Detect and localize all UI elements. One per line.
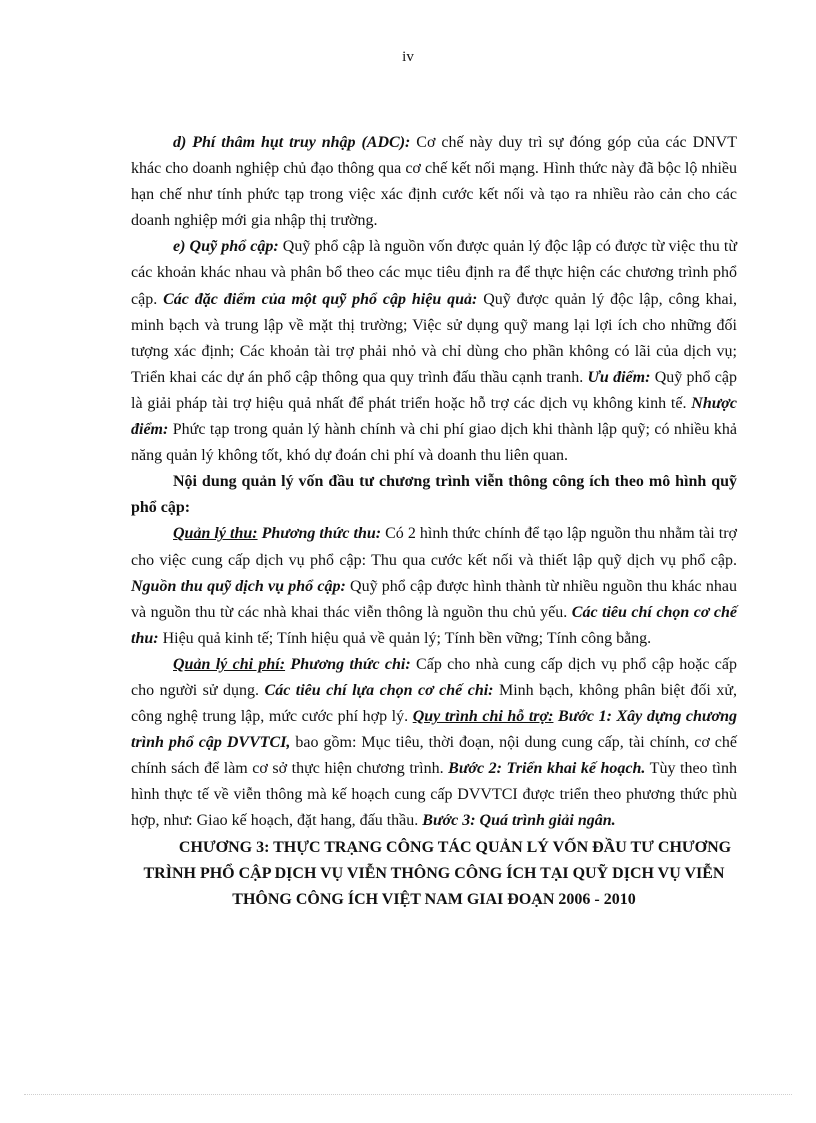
expense-step1-label: Bước 1: Xây dựng chương trình phổ cập DVVTCI,: [131, 708, 737, 752]
fund-features-label: Các đặc điểm của một quỹ phổ cập hiệu quả:: [163, 290, 478, 308]
section-heading: Nội dung quản lý vốn đầu tư chương trình viễn thông công ích theo mô hình quỹ phổ cập:: [131, 473, 737, 517]
expense-label: Quản lý chi phí:: [173, 655, 286, 673]
page-number: iv: [402, 49, 414, 65]
expense-method-label: Phương thức chi:: [285, 655, 411, 673]
fund-pros-label: Ưu điểm:: [587, 368, 651, 386]
revenue-text-3: Hiệu quả kinh tế; Tính hiệu quả về quản lý; Tính bền vững; Tính công bằng.: [158, 629, 652, 647]
expense-step3-label: Bước 3: Quá trình giải ngân.: [422, 812, 616, 830]
expense-text-3: bao gồm: Mục tiêu, thời đoạn, nội dung cung cấp, tài chính, cơ chế chính sách để làm cơ sở thực hiện chương trình.: [131, 734, 738, 778]
revenue-text-1: Có 2 hình thức chính để tạo lập nguồn thu nhằm tài trợ cho việc cung cấp dịch vụ phổ cập: Thu qua cước kết nối và thiết lập quỹ dịch vụ phổ cập.: [131, 525, 738, 569]
revenue-source-label: Nguồn thu quỹ dịch vụ phổ cập:: [131, 577, 346, 595]
fund-text-3: Quỹ phổ cập là giải pháp tài trợ hiệu quả nhất để phát triển hoặc hỗ trợ các dịch vụ không kinh tế.: [131, 368, 738, 412]
fund-text-1: Quỹ phổ cập là nguồn vốn được quản lý độc lập có được từ việc thu từ các khoản khác nhau và phân bổ theo các mục tiêu định ra để thực hiện các chương trình phổ cập.: [131, 238, 737, 308]
revenue-text-2: Quỹ phổ cập được hình thành từ nhiều nguồn thu khác nhau và nguồn thu từ các nhà khai thác viễn thông là nguồn thu chủ yếu.: [131, 577, 737, 621]
expense-text-4: Tùy theo tình hình thực tế về viễn thông mà kế hoạch cung cấp DVVTCI được triển theo phương thức phù hợp, như: Giao kế hoạch, đặt hang, đấu thầu.: [131, 760, 738, 830]
fund-label: e) Quỹ phổ cập:: [173, 238, 279, 256]
document-body: [131, 130, 737, 913]
expense-step2-label: Bước 2: Triển khai kế hoạch.: [448, 760, 646, 778]
expense-criteria-label: Các tiêu chí lựa chọn cơ chế chi:: [264, 681, 494, 699]
expense-text-2: Minh bạch, không phân biệt đối xử, công nghệ trung lập, mức cước phí hợp lý.: [131, 681, 737, 726]
revenue-method-label: Phương thức thu:: [257, 525, 382, 543]
paragraph-revenue: [131, 521, 737, 651]
fund-text-4: Phức tạp trong quản lý hành chính và chi phí giao dịch khi thành lập quỹ; có nhiều khả năng quản lý không tốt, khó dự đoán chi phí và doanh thu liên quan.: [131, 421, 737, 465]
adc-label: d) Phí thâm hụt truy nhập (ADC):: [173, 134, 411, 151]
revenue-criteria-label: Các tiêu chí chọn cơ chế thu:: [131, 603, 738, 647]
paragraph-expense: [131, 652, 737, 835]
expense-process-label: Quy trình chi hỗ trợ:: [412, 708, 554, 726]
bottom-divider: [24, 1094, 792, 1095]
adc-text: Cơ chế này duy trì sự đóng góp của các DNVT khác cho doanh nghiệp chủ đạo thông qua cơ chế kết nối mạng. Hình thức này đã bộc lộ nhiều hạn chế như tính phức tạp trong việc xác định cước kết nối và tạo ra nhiều rào cản cho các doanh nghiệp mới gia nhập thị trường.: [131, 134, 737, 230]
paragraph-fund: [131, 234, 737, 469]
fund-text-2: Quỹ được quản lý độc lập, công khai, minh bạch và trung lập về mặt thị trường; Việc sử dụng quỹ mang lại lợi ích cho những đối tượng xác định; Các khoản tài trợ phải nhỏ và chỉ dùng cho phần không có lãi của dịch vụ; Triển khai các dự án phổ cập thông qua quy trình đấu thầu cạnh tranh.: [131, 290, 738, 386]
fund-cons-label: Nhược điểm:: [131, 394, 737, 439]
paragraph-adc: [131, 130, 737, 234]
chapter-title: CHƯƠNG 3: THỰC TRẠNG CÔNG TÁC QUẢN LÝ VỐN ĐẦU TƯ CHƯƠNG TRÌNH PHỔ CẬP DỊCH VỤ VIỄN THÔNG CÔNG ÍCH TẠI QUỸ DỊCH VỤ VIỄN THÔNG CÔNG ÍCH VIỆT NAM GIAI ĐOẠN 2006 - 2010: [143, 838, 732, 909]
expense-text-1: Cấp cho nhà cung cấp dịch vụ phổ cập hoặc cấp cho người sử dụng.: [131, 655, 738, 699]
revenue-label: Quản lý thu:: [173, 525, 258, 543]
